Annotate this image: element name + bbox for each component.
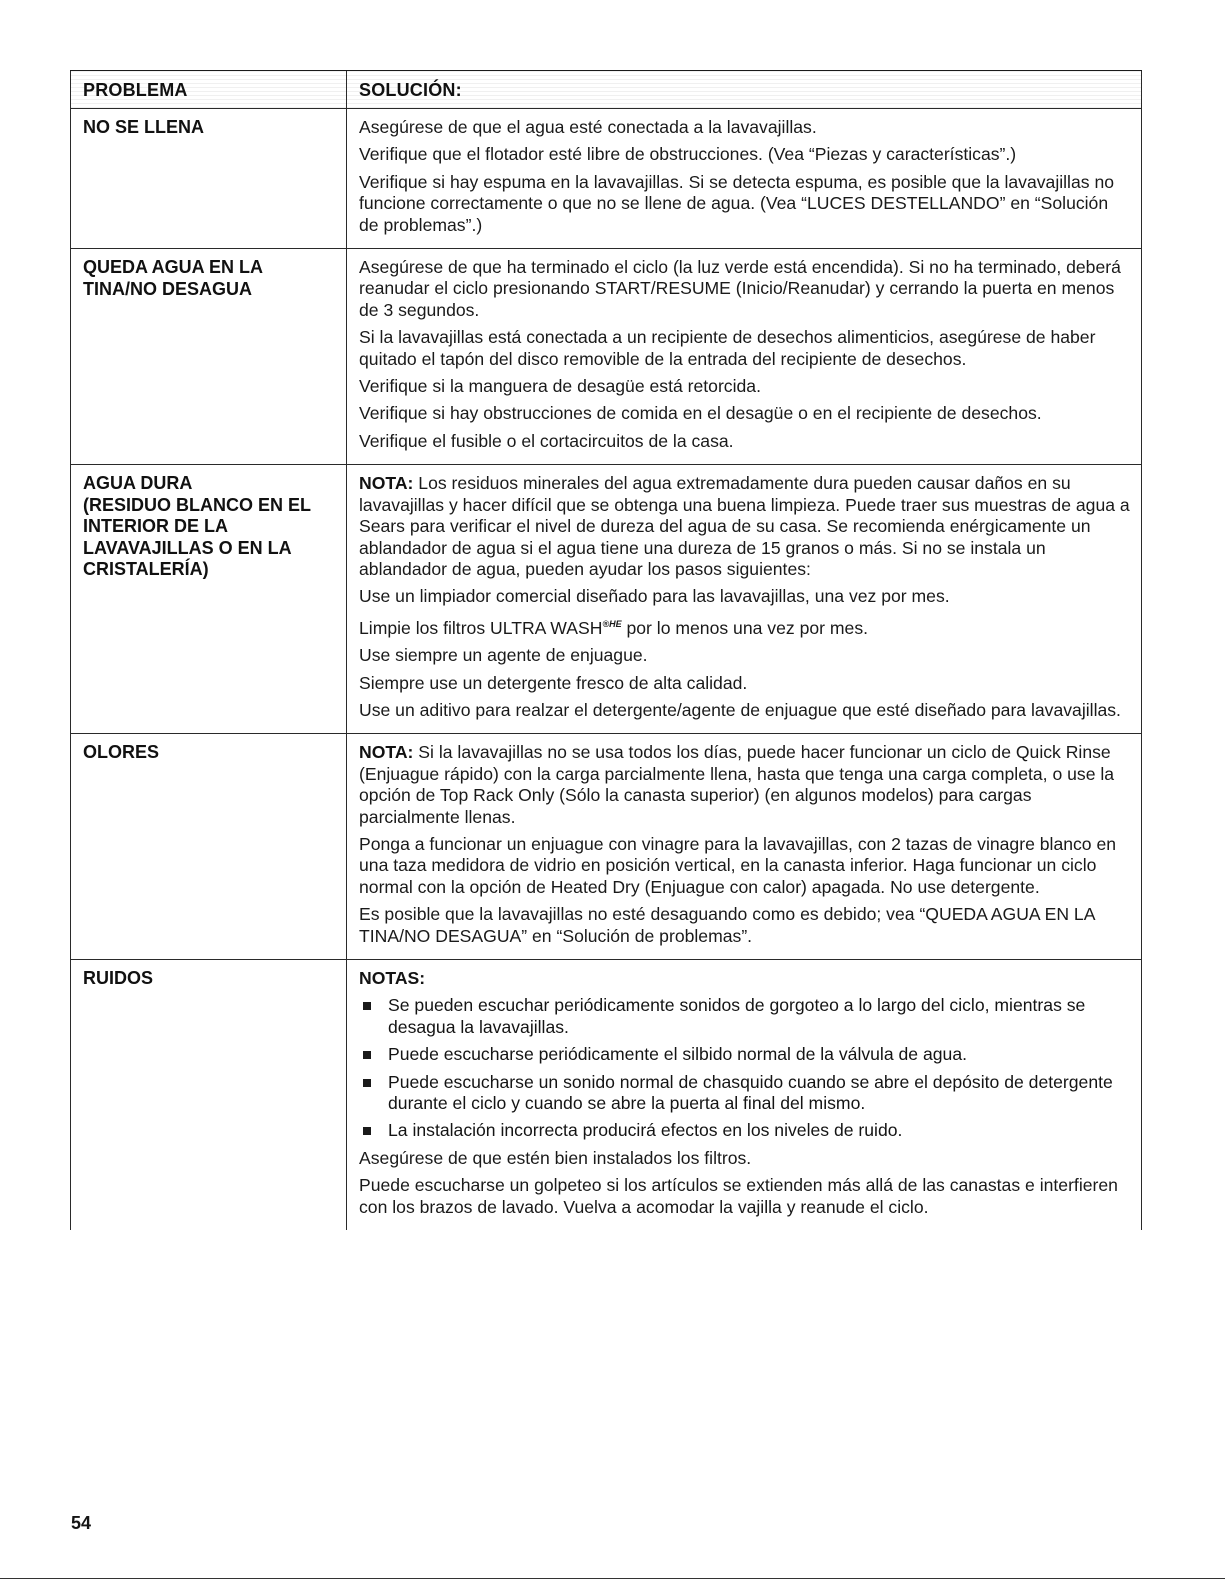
solution-paragraph — [359, 1148, 1131, 1169]
problem-cell — [70, 109, 347, 248]
solution-paragraph — [359, 904, 1131, 947]
table-row — [70, 249, 1142, 465]
trademark-superscript: ®HE — [602, 618, 622, 629]
problem-cell — [70, 465, 347, 733]
solution-paragraph — [359, 257, 1131, 321]
solution-cell — [347, 109, 1142, 248]
page-bottom-rule — [0, 1578, 1225, 1579]
solution-cell — [347, 960, 1142, 1230]
paragraph-text: Ponga a funcionar un enjuague con vinagre para la lavavajillas, con 2 tazas de vinagre blanco en una taza medidora de vidrio en posición vertical, en la canasta inferior. Haga funcionar un ciclo normal con la opción de Heated Dry (Enjuague con calor) apagada. No use detergente. — [359, 833, 1117, 897]
square-bullet-icon — [359, 1072, 388, 1115]
bullet-text: Puede escucharse periódicamente el silbido normal de la válvula de agua. — [388, 1044, 967, 1065]
paragraph-text: Verifique que el flotador esté libre de obstrucciones. (Vea “Piezas y características”.) — [359, 144, 1017, 165]
solution-paragraph — [359, 376, 1131, 397]
bullet-text: La instalación incorrecta producirá efectos en los niveles de ruido. — [388, 1120, 903, 1141]
solution-paragraph — [359, 172, 1131, 236]
solution-cell — [347, 249, 1142, 464]
solution-paragraph — [359, 586, 1131, 607]
paragraph-text: Si la lavavajillas está conectada a un recipiente de desechos alimenticios, asegúrese de haber quitado el tapón del disco removible de la entrada del recipiente de desechos. — [359, 327, 1096, 369]
note-label: NOTA: — [359, 473, 414, 494]
problem-cell — [70, 734, 347, 959]
problem-cell — [70, 249, 347, 464]
table-row — [70, 109, 1142, 249]
paragraph-text: Use siempre un agente de enjuague. — [359, 645, 648, 666]
notas-heading: NOTAS: — [359, 968, 426, 988]
table-row — [70, 465, 1142, 734]
paragraph-text: Use un limpiador comercial diseñado para las lavavajillas, una vez por mes. — [359, 586, 950, 607]
paragraph-text: Asegúrese de que estén bien instalados los filtros. — [359, 1147, 752, 1168]
paragraph-text: Si la lavavajillas no se usa todos los días, puede hacer funcionar un ciclo de Quick Rinse (Enjuague rápido) con la carga parcialmente llena, hasta que tenga una carga completa, o use la opción de Top Rack Only (Sólo la canasta superior) (en algunos modelos) para cargas parcialmente llenas. — [359, 742, 1115, 827]
paragraph-text: Verifique si la manguera de desagüe está retorcida. — [359, 376, 761, 397]
paragraph-text: Es posible que la lavavajillas no esté desaguando como es debido; vea “QUEDA AGUA EN LA TINA/NO DESAGUA” en “Solución de problemas”. — [359, 904, 1095, 946]
note-label: NOTA: — [359, 742, 414, 763]
paragraph-text: Use un aditivo para realzar el detergente/agente de enjuague que esté diseñado para lavavajillas. — [359, 699, 1121, 720]
paragraph-text: Los residuos minerales del agua extremadamente dura pueden causar daños en su lavavajillas y hacer difícil que se obtenga una buena limpieza. Puede traer sus muestras de agua a Sears para verificar el nivel de dureza del agua de su casa. Se recomienda enérgicamente un ablandador de agua si el agua tiene una dureza de 15 granos o más. Si no se instala un ablandador de agua, pueden ayudar los pasos siguientes: — [359, 473, 1130, 579]
paragraph-text: Verifique el fusible o el cortacircuitos de la casa. — [359, 430, 734, 451]
solution-paragraph — [359, 327, 1131, 370]
table-row — [70, 960, 1142, 1230]
bullet-text: Puede escucharse un sonido normal de chasquido cuando se abre el depósito de detergente durante el ciclo y cuando se abre la puerta al final del mismo. — [388, 1071, 1113, 1114]
solution-cell — [347, 465, 1142, 733]
paragraph-text: Verifique si hay obstrucciones de comida en el desagüe o en el recipiente de desechos. — [359, 403, 1042, 424]
square-bullet-icon — [359, 1044, 388, 1065]
solution-paragraph — [359, 673, 1131, 694]
solution-paragraph — [359, 431, 1131, 452]
paragraph-text: Siempre use un detergente fresco de alta calidad. — [359, 672, 748, 693]
paragraph-text-continued: por lo menos una vez por mes. — [621, 617, 869, 638]
bullet-item — [359, 1044, 1131, 1065]
solution-paragraph — [359, 473, 1131, 580]
square-bullet-icon — [359, 995, 388, 1038]
solution-cell — [347, 734, 1142, 959]
problem-cell — [70, 960, 347, 1230]
table-header-row — [70, 71, 1142, 109]
paragraph-text: Asegúrese de que el agua esté conectada a la lavavajillas. — [359, 117, 817, 137]
header-solucion: SOLUCIÓN: — [359, 80, 462, 100]
solution-paragraph — [359, 117, 1131, 138]
solution-paragraph — [359, 742, 1131, 828]
solution-paragraph — [359, 834, 1131, 898]
table-row — [70, 734, 1142, 960]
troubleshooting-table — [70, 70, 1142, 1230]
solution-paragraph — [359, 1175, 1131, 1218]
solution-paragraph — [359, 645, 1131, 666]
problem-title: RUIDOS — [83, 968, 154, 988]
bullet-item — [359, 1072, 1131, 1115]
paragraph-text: Verifique si hay espuma en la lavavajillas. Si se detecta espuma, es posible que la lavavajillas no funcione correctamente o que no se llene de agua. (Vea “LUCES DESTELLANDO” en “Solución de problemas”.) — [359, 171, 1115, 235]
paragraph-text: Puede escucharse un golpeteo si los artículos se extienden más allá de las canastas e interfieren con los brazos de lavado. Vuelva a acomodar la vajilla y reanude el ciclo. — [359, 1175, 1118, 1217]
square-bullet-icon — [359, 1120, 388, 1141]
bullet-text: Se pueden escuchar periódicamente sonidos de gorgoteo a lo largo del ciclo, mientras se desagua la lavavajillas. — [388, 995, 1086, 1037]
solution-paragraph — [359, 144, 1131, 165]
paragraph-text: Asegúrese de que ha terminado el ciclo (la luz verde está encendida). Si no ha terminado, deberá reanudar el ciclo presionando START/RESUME (Inicio/Reanudar) y cerrando la puerta en menos de 3 segundos. — [359, 257, 1121, 320]
problem-title: AGUA DURA (RESIDUO BLANCO EN EL INTERIOR DE LA LAVAVAJILLAS O EN LA CRISTALERÍA) — [83, 473, 312, 580]
header-cell-problema — [70, 71, 347, 108]
solution-paragraph — [359, 403, 1131, 424]
bullet-item — [359, 995, 1131, 1038]
header-cell-solucion — [347, 71, 1142, 108]
solution-paragraph — [359, 614, 1131, 639]
paragraph-text: Limpie los filtros ULTRA WASH — [359, 617, 603, 638]
problem-title: OLORES — [83, 742, 160, 763]
header-problema: PROBLEMA — [83, 80, 188, 100]
solution-paragraph — [359, 700, 1131, 721]
page-number: 54 — [71, 1513, 92, 1533]
bullet-item — [359, 1120, 1131, 1141]
problem-title: NO SE LLENA — [83, 117, 205, 137]
problem-title: QUEDA AGUA EN LA TINA/NO DESAGUA — [83, 257, 263, 299]
